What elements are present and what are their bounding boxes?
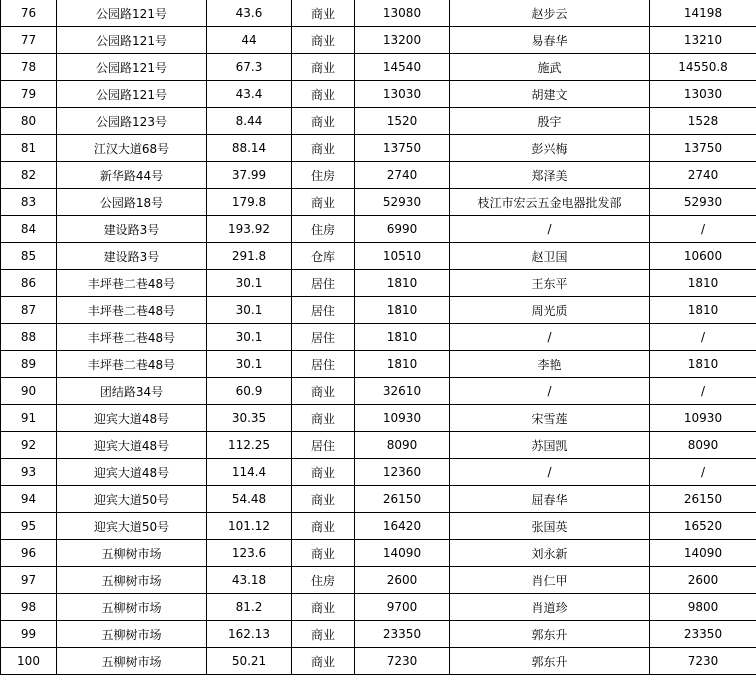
name-cell: 胡建文: [450, 81, 650, 108]
amount-cell: 14550.8: [650, 54, 756, 81]
table-row: [1, 216, 756, 243]
amount-cell: /: [650, 216, 756, 243]
row-number-cell: 90: [1, 378, 57, 405]
amount-cell: 1810: [650, 351, 756, 378]
value-cell: 8090: [355, 432, 450, 459]
table-row: [1, 621, 756, 648]
amount-cell: 10930: [650, 405, 756, 432]
amount-cell: 23350: [650, 621, 756, 648]
area-cell: 112.25: [207, 432, 292, 459]
usage-cell: 商业: [292, 594, 355, 621]
name-cell: 郭东升: [450, 621, 650, 648]
usage-cell: 商业: [292, 27, 355, 54]
usage-cell: 商业: [292, 486, 355, 513]
table-row: [1, 648, 756, 675]
area-cell: 50.21: [207, 648, 292, 675]
amount-cell: 1528: [650, 108, 756, 135]
area-cell: 114.4: [207, 459, 292, 486]
area-cell: 123.6: [207, 540, 292, 567]
value-cell: 10930: [355, 405, 450, 432]
value-cell: 1810: [355, 324, 450, 351]
table-row: [1, 54, 756, 81]
row-number-cell: 78: [1, 54, 57, 81]
table-row: [1, 459, 756, 486]
area-cell: 30.1: [207, 270, 292, 297]
area-cell: 37.99: [207, 162, 292, 189]
name-cell: 施武: [450, 54, 650, 81]
value-cell: 16420: [355, 513, 450, 540]
name-cell: /: [450, 324, 650, 351]
area-cell: 43.6: [207, 0, 292, 27]
table-row: [1, 432, 756, 459]
amount-cell: 7230: [650, 648, 756, 675]
usage-cell: 商业: [292, 405, 355, 432]
area-cell: 30.1: [207, 351, 292, 378]
amount-cell: 8090: [650, 432, 756, 459]
usage-cell: 商业: [292, 54, 355, 81]
area-cell: 54.48: [207, 486, 292, 513]
area-cell: 30.1: [207, 324, 292, 351]
amount-cell: /: [650, 378, 756, 405]
usage-cell: 居住: [292, 432, 355, 459]
row-number-cell: 92: [1, 432, 57, 459]
row-number-cell: 99: [1, 621, 57, 648]
area-cell: 60.9: [207, 378, 292, 405]
value-cell: 1810: [355, 270, 450, 297]
amount-cell: 14090: [650, 540, 756, 567]
area-cell: 101.12: [207, 513, 292, 540]
usage-cell: 居住: [292, 297, 355, 324]
value-cell: 7230: [355, 648, 450, 675]
name-cell: 彭兴梅: [450, 135, 650, 162]
table-row: [1, 27, 756, 54]
name-cell: 王东平: [450, 270, 650, 297]
usage-cell: 商业: [292, 459, 355, 486]
name-cell: 屈春华: [450, 486, 650, 513]
table-row: [1, 324, 756, 351]
area-cell: 179.8: [207, 189, 292, 216]
address-cell: 江汉大道68号: [57, 135, 207, 162]
usage-cell: 商业: [292, 540, 355, 567]
row-number-cell: 84: [1, 216, 57, 243]
amount-cell: 13030: [650, 81, 756, 108]
address-cell: 丰坪巷二巷48号: [57, 270, 207, 297]
name-cell: 张国英: [450, 513, 650, 540]
address-cell: 迎宾大道48号: [57, 405, 207, 432]
table-row: [1, 486, 756, 513]
area-cell: 291.8: [207, 243, 292, 270]
amount-cell: 16520: [650, 513, 756, 540]
address-cell: 五柳树市场: [57, 648, 207, 675]
amount-cell: /: [650, 324, 756, 351]
address-cell: 五柳树市场: [57, 621, 207, 648]
address-cell: 丰坪巷二巷48号: [57, 351, 207, 378]
row-number-cell: 87: [1, 297, 57, 324]
row-number-cell: 96: [1, 540, 57, 567]
usage-cell: 住房: [292, 216, 355, 243]
value-cell: 32610: [355, 378, 450, 405]
table-row: [1, 270, 756, 297]
address-cell: 建设路3号: [57, 243, 207, 270]
area-cell: 193.92: [207, 216, 292, 243]
usage-cell: 商业: [292, 0, 355, 27]
amount-cell: /: [650, 459, 756, 486]
amount-cell: 10600: [650, 243, 756, 270]
name-cell: 李艳: [450, 351, 650, 378]
row-number-cell: 86: [1, 270, 57, 297]
value-cell: 13200: [355, 27, 450, 54]
value-cell: 23350: [355, 621, 450, 648]
amount-cell: 14198: [650, 0, 756, 27]
table-row: [1, 378, 756, 405]
usage-cell: 商业: [292, 513, 355, 540]
usage-cell: 商业: [292, 621, 355, 648]
amount-cell: 13210: [650, 27, 756, 54]
table-row: [1, 135, 756, 162]
row-number-cell: 95: [1, 513, 57, 540]
amount-cell: 52930: [650, 189, 756, 216]
value-cell: 13750: [355, 135, 450, 162]
area-cell: 88.14: [207, 135, 292, 162]
area-cell: 30.1: [207, 297, 292, 324]
address-cell: 公园路121号: [57, 0, 207, 27]
name-cell: /: [450, 216, 650, 243]
address-cell: 公园路18号: [57, 189, 207, 216]
value-cell: 26150: [355, 486, 450, 513]
table-row: [1, 189, 756, 216]
value-cell: 2600: [355, 567, 450, 594]
usage-cell: 居住: [292, 351, 355, 378]
table-row: [1, 81, 756, 108]
value-cell: 12360: [355, 459, 450, 486]
area-cell: 162.13: [207, 621, 292, 648]
row-number-cell: 91: [1, 405, 57, 432]
area-cell: 43.18: [207, 567, 292, 594]
row-number-cell: 76: [1, 0, 57, 27]
name-cell: /: [450, 378, 650, 405]
table-row: [1, 513, 756, 540]
amount-cell: 1810: [650, 297, 756, 324]
name-cell: 刘永新: [450, 540, 650, 567]
amount-cell: 2600: [650, 567, 756, 594]
address-cell: 丰坪巷二巷48号: [57, 297, 207, 324]
name-cell: 郭东升: [450, 648, 650, 675]
address-cell: 团结路34号: [57, 378, 207, 405]
area-cell: 44: [207, 27, 292, 54]
value-cell: 10510: [355, 243, 450, 270]
area-cell: 43.4: [207, 81, 292, 108]
value-cell: 13030: [355, 81, 450, 108]
value-cell: 14540: [355, 54, 450, 81]
row-number-cell: 83: [1, 189, 57, 216]
row-number-cell: 100: [1, 648, 57, 675]
address-cell: 五柳树市场: [57, 594, 207, 621]
usage-cell: 商业: [292, 378, 355, 405]
row-number-cell: 85: [1, 243, 57, 270]
name-cell: 殷宇: [450, 108, 650, 135]
name-cell: 枝江市宏云五金电器批发部: [450, 189, 650, 216]
table-row: [1, 594, 756, 621]
usage-cell: 商业: [292, 648, 355, 675]
address-cell: 新华路44号: [57, 162, 207, 189]
name-cell: 周光质: [450, 297, 650, 324]
row-number-cell: 93: [1, 459, 57, 486]
area-cell: 67.3: [207, 54, 292, 81]
address-cell: 建设路3号: [57, 216, 207, 243]
table-row: [1, 297, 756, 324]
table-row: [1, 351, 756, 378]
table-row: [1, 0, 756, 27]
name-cell: 赵卫国: [450, 243, 650, 270]
table-row: [1, 405, 756, 432]
usage-cell: 仓库: [292, 243, 355, 270]
address-cell: 五柳树市场: [57, 567, 207, 594]
address-cell: 公园路123号: [57, 108, 207, 135]
row-number-cell: 80: [1, 108, 57, 135]
area-cell: 30.35: [207, 405, 292, 432]
value-cell: 2740: [355, 162, 450, 189]
table-row: [1, 162, 756, 189]
row-number-cell: 97: [1, 567, 57, 594]
name-cell: 郑泽美: [450, 162, 650, 189]
row-number-cell: 81: [1, 135, 57, 162]
row-number-cell: 82: [1, 162, 57, 189]
value-cell: 13080: [355, 0, 450, 27]
row-number-cell: 77: [1, 27, 57, 54]
value-cell: 14090: [355, 540, 450, 567]
usage-cell: 商业: [292, 189, 355, 216]
usage-cell: 商业: [292, 108, 355, 135]
name-cell: 宋雪莲: [450, 405, 650, 432]
amount-cell: 2740: [650, 162, 756, 189]
value-cell: 6990: [355, 216, 450, 243]
address-cell: 公园路121号: [57, 81, 207, 108]
name-cell: 易春华: [450, 27, 650, 54]
row-number-cell: 89: [1, 351, 57, 378]
area-cell: 81.2: [207, 594, 292, 621]
address-cell: 迎宾大道48号: [57, 432, 207, 459]
row-number-cell: 79: [1, 81, 57, 108]
usage-cell: 商业: [292, 81, 355, 108]
name-cell: /: [450, 459, 650, 486]
amount-cell: 9800: [650, 594, 756, 621]
usage-cell: 住房: [292, 162, 355, 189]
value-cell: 1520: [355, 108, 450, 135]
address-cell: 迎宾大道50号: [57, 513, 207, 540]
name-cell: 苏国凯: [450, 432, 650, 459]
address-cell: 五柳树市场: [57, 540, 207, 567]
usage-cell: 住房: [292, 567, 355, 594]
address-cell: 迎宾大道48号: [57, 459, 207, 486]
value-cell: 9700: [355, 594, 450, 621]
table-body: [1, 0, 756, 675]
area-cell: 8.44: [207, 108, 292, 135]
table-row: [1, 540, 756, 567]
row-number-cell: 94: [1, 486, 57, 513]
table-row: [1, 243, 756, 270]
name-cell: 肖道珍: [450, 594, 650, 621]
amount-cell: 26150: [650, 486, 756, 513]
address-cell: 公园路121号: [57, 27, 207, 54]
name-cell: 赵步云: [450, 0, 650, 27]
table-row: [1, 567, 756, 594]
address-cell: 公园路121号: [57, 54, 207, 81]
value-cell: 52930: [355, 189, 450, 216]
address-cell: 迎宾大道50号: [57, 486, 207, 513]
value-cell: 1810: [355, 351, 450, 378]
row-number-cell: 88: [1, 324, 57, 351]
value-cell: 1810: [355, 297, 450, 324]
table-row: [1, 108, 756, 135]
name-cell: 肖仁甲: [450, 567, 650, 594]
address-cell: 丰坪巷二巷48号: [57, 324, 207, 351]
row-number-cell: 98: [1, 594, 57, 621]
amount-cell: 1810: [650, 270, 756, 297]
amount-cell: 13750: [650, 135, 756, 162]
usage-cell: 居住: [292, 270, 355, 297]
usage-cell: 居住: [292, 324, 355, 351]
usage-cell: 商业: [292, 135, 355, 162]
